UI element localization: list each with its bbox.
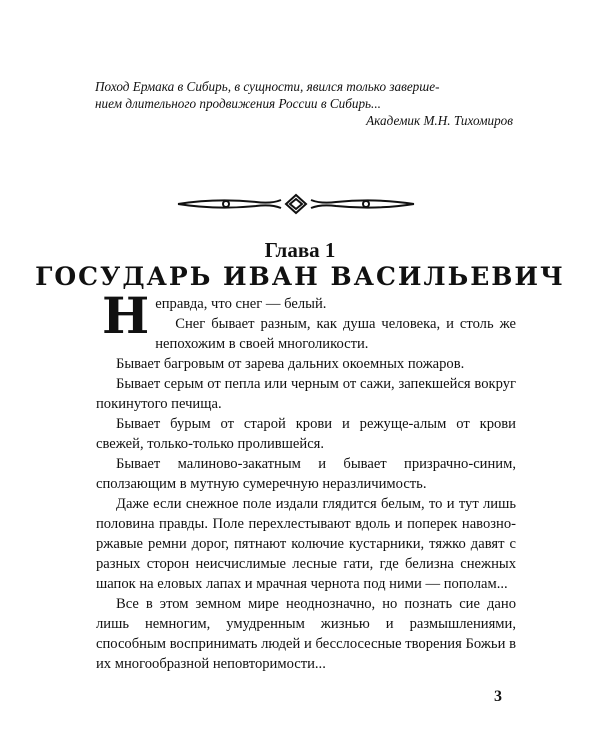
epigraph-line: нием длительного продвижения России в Сибирь...	[95, 96, 381, 111]
paragraph: Все в этом земном мире неоднозначно, но познать сие дано лишь немногим, умудренным жизнью и размышлениями, способным воспринимать людей и бесслосесные творения Божьи в их многообразной неповторимости...	[96, 596, 516, 672]
chapter-number: Глава 1	[264, 238, 336, 262]
ornament-divider-icon	[176, 192, 416, 216]
chapter-title: ГОСУДАРЬ ИВАН ВАСИЛЬЕВИЧ	[35, 262, 565, 291]
paragraph: Снег бывает разным, как душа человека, и столь же непохожим в своей многоликости.	[155, 316, 516, 352]
drop-cap: Н	[102, 286, 150, 345]
page-number: 3	[494, 688, 502, 705]
paragraph-text: еправда, что снег — белый.	[155, 296, 327, 312]
epigraph	[95, 78, 513, 129]
chapter-body	[96, 286, 516, 674]
paragraph: Бывает багровым от зарева дальних окоемных пожаров.	[116, 356, 465, 372]
epigraph-author: Академик М.Н. Тихомиров	[366, 113, 513, 128]
paragraph: Бывает бурым от старой крови и режуще-алым от крови свежей, только-только пролившейся.	[96, 416, 516, 452]
epigraph-line: Поход Ермака в Сибирь, в сущности, явился только заверше-	[95, 79, 440, 94]
paragraph: Бывает серым от пепла или черным от сажи, запекшейся вокруг покинутого печища.	[96, 376, 516, 412]
paragraph: Бывает малиново-закатным и бывает призрачно-синим, сползающим в мутную сумеречную неразличимость.	[96, 456, 516, 492]
paragraph: Даже если снежное поле издали глядится белым, то и тут лишь половина правды. Поле перехлестывают вдоль и поперек навозно-ржавые ремни дорог, пятнают колючие кустарники, тяжко давят с разных сторон неисчислимые лесные гати, где белизна снежных шапок на еловых лапах и мрачная чернота под ними — пополам...	[96, 496, 516, 592]
